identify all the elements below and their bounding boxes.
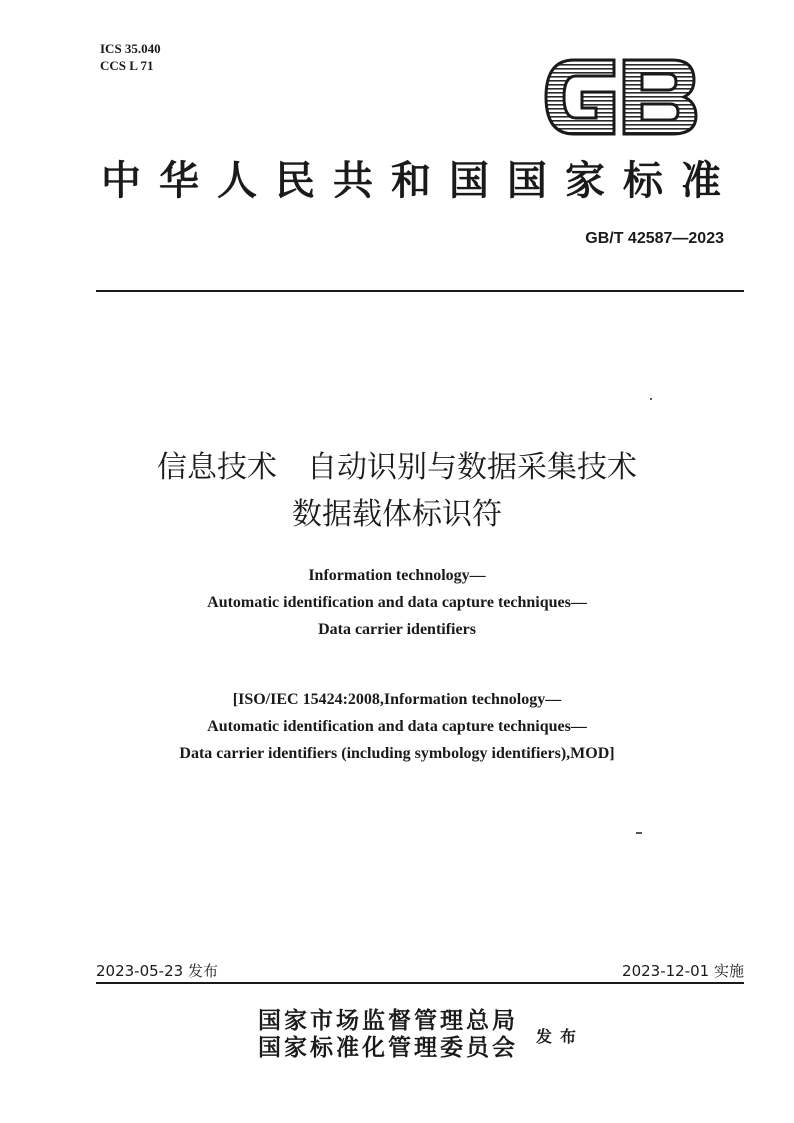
standard-number: GB/T 42587—2023 bbox=[585, 230, 724, 247]
iso-reference-line2: Automatic identification and data capture techniques— bbox=[207, 718, 587, 735]
english-title-line3: Data carrier identifiers bbox=[318, 621, 476, 638]
scan-speck bbox=[636, 832, 642, 834]
iso-reference-line1: [ISO/IEC 15424:2008,Information technology— bbox=[232, 691, 562, 708]
issuer-samr: 国家市场监督管理总局 bbox=[258, 1008, 518, 1034]
issuing-authorities bbox=[258, 1008, 518, 1062]
issuer-sac: 国家标准化管理委员会 bbox=[258, 1035, 518, 1061]
classification-codes bbox=[100, 40, 161, 74]
english-title-line1: Information technology— bbox=[308, 567, 486, 584]
standard-category-title: 中华人民共和国国家标准 bbox=[101, 158, 739, 204]
chinese-title-part2: 自动识别与数据采集技术 bbox=[307, 450, 637, 485]
chinese-title-line2: 数据载体标识符 bbox=[292, 497, 502, 532]
chinese-title-part1: 信息技术 bbox=[157, 450, 277, 485]
implementation-date: 2023-12-01 实施 bbox=[622, 962, 744, 980]
header-divider bbox=[96, 290, 744, 292]
english-title-line2: Automatic identification and data capture techniques— bbox=[207, 594, 587, 611]
chinese-title-line1 bbox=[60, 444, 734, 491]
publish-label: 发布 bbox=[536, 1027, 585, 1046]
iso-reference-line3: Data carrier identifiers (including symbology identifiers),MOD] bbox=[179, 745, 615, 762]
iso-reference bbox=[60, 686, 734, 767]
scan-speck bbox=[650, 398, 652, 400]
english-title bbox=[60, 562, 734, 643]
ics-code: ICS 35.040 bbox=[100, 41, 161, 56]
chinese-title bbox=[60, 444, 734, 538]
footer-divider bbox=[96, 982, 744, 984]
ccs-code: CCS L 71 bbox=[100, 58, 154, 73]
gb-logo bbox=[540, 52, 702, 142]
issue-date: 2023-05-23 发布 bbox=[96, 962, 218, 980]
